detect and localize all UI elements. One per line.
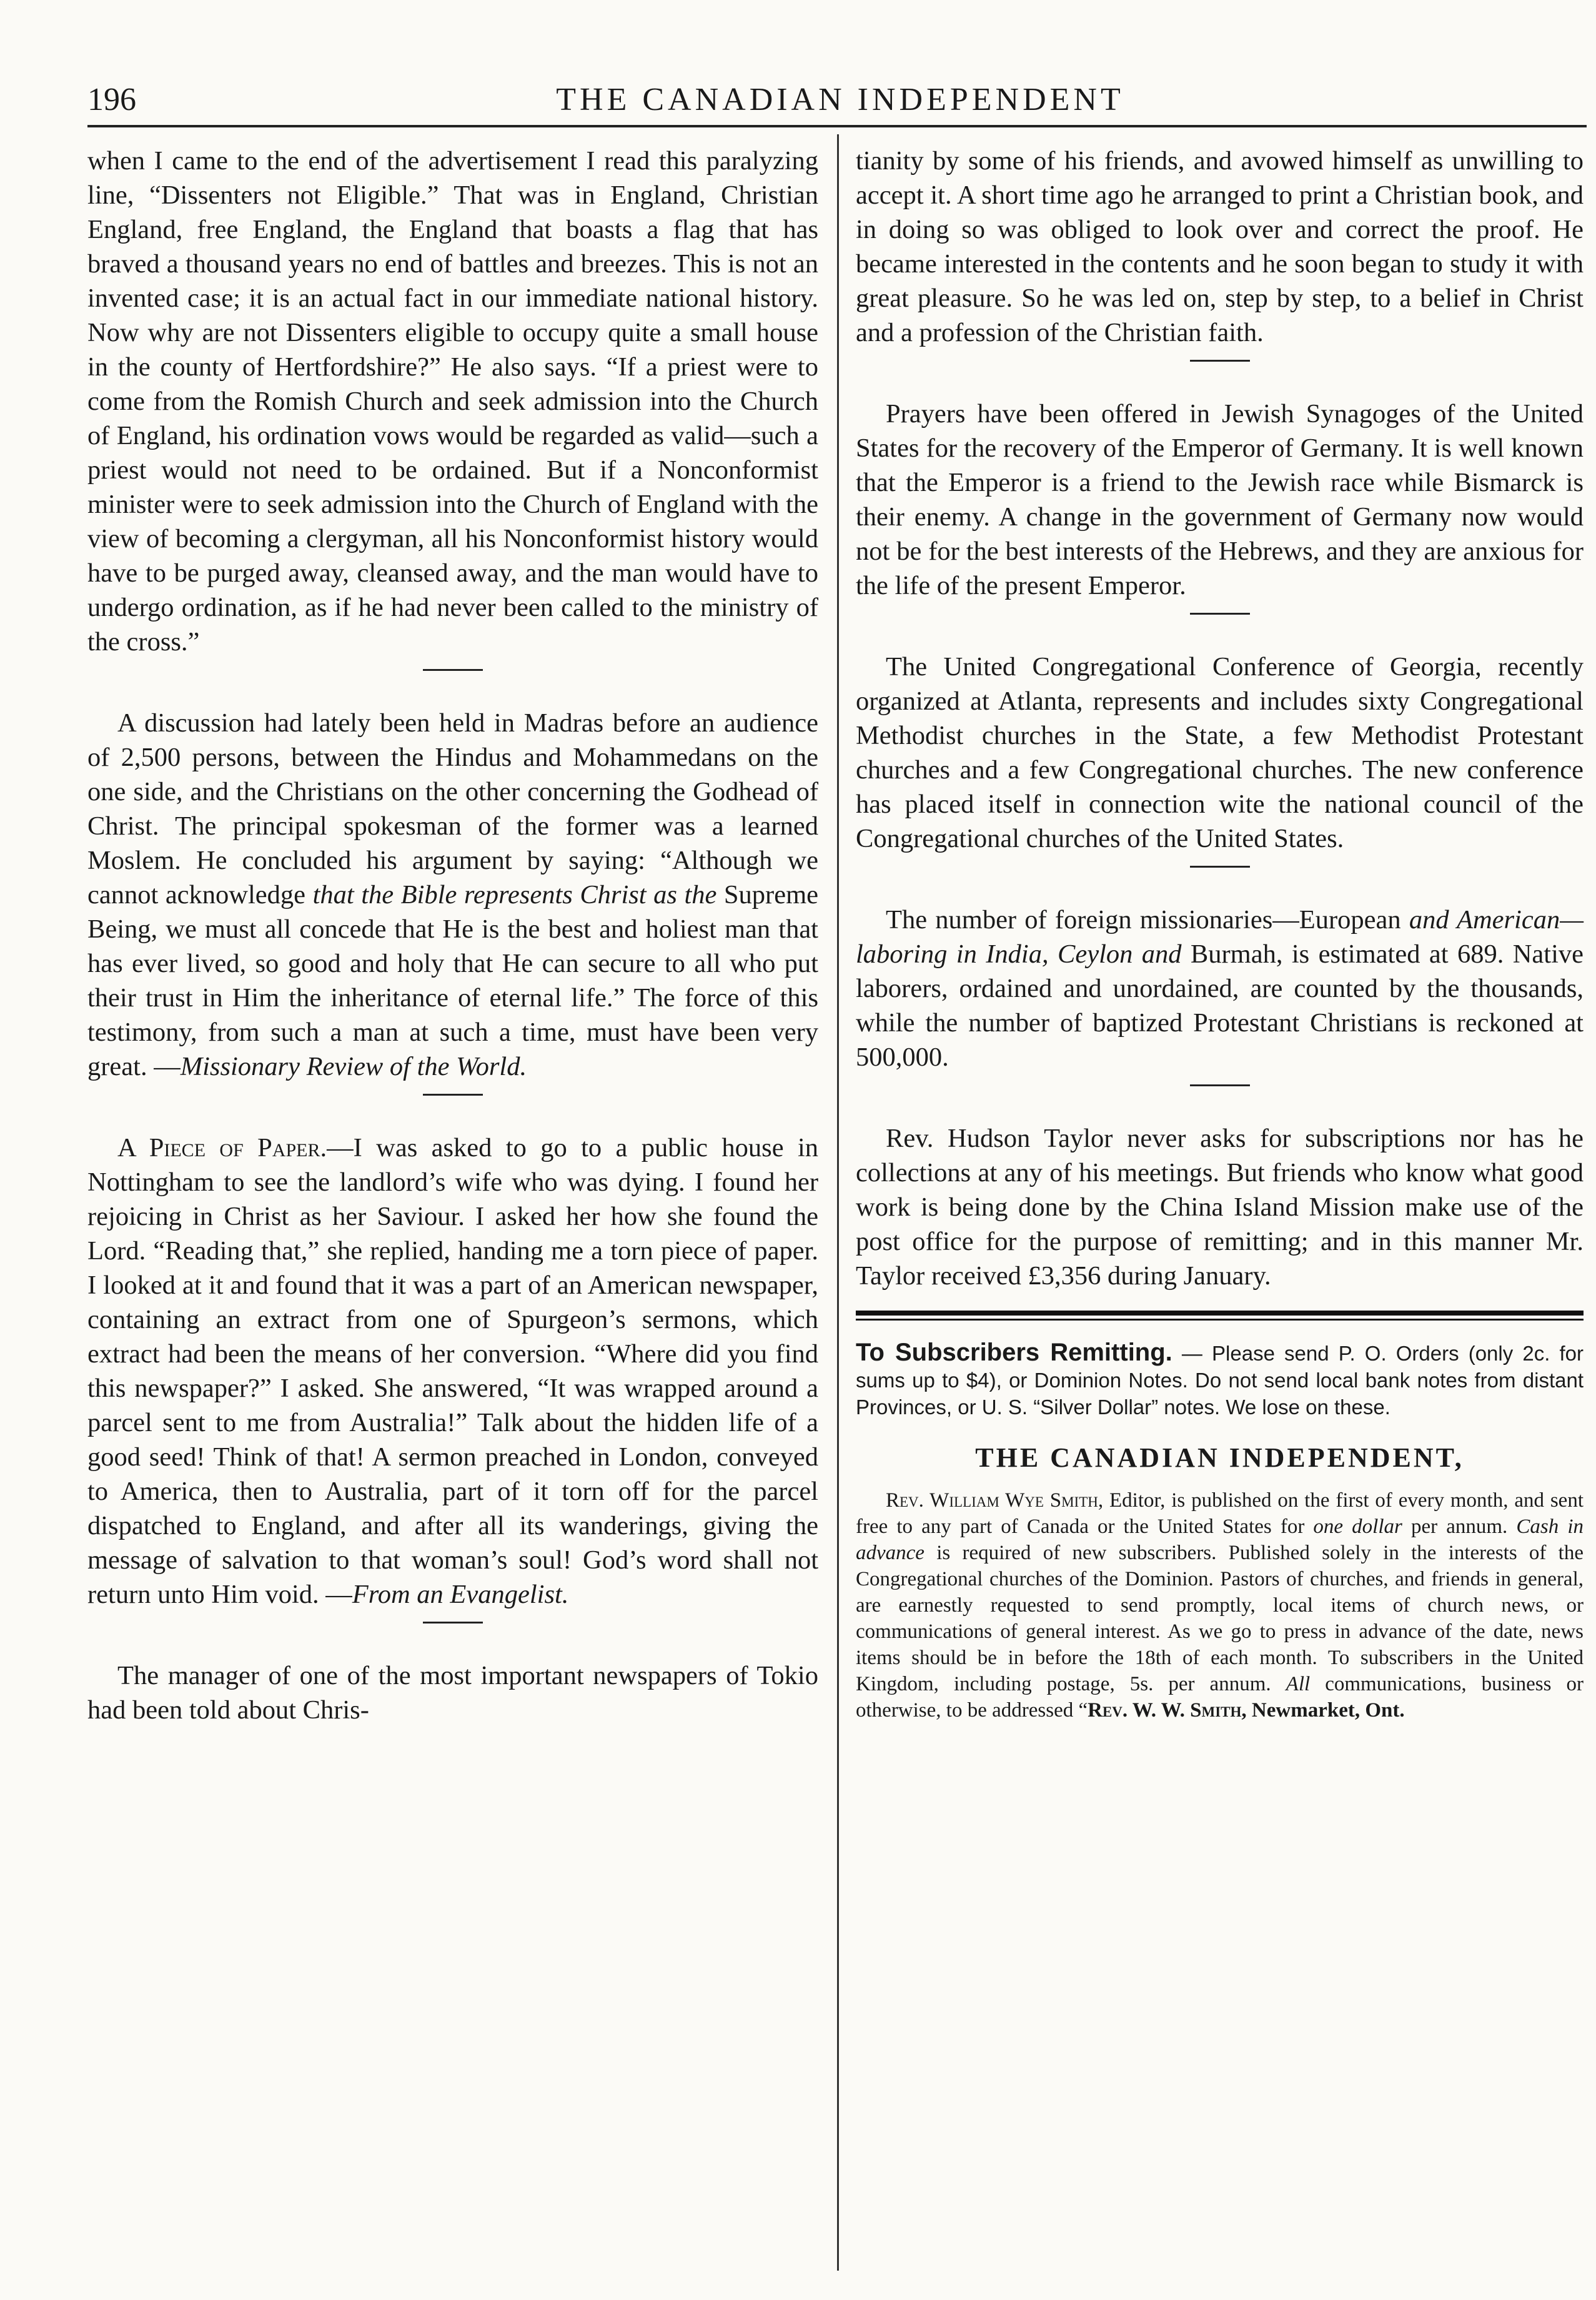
editor-name: Rev. William Wye Smith — [886, 1489, 1098, 1512]
article-jewish-prayers: Prayers have been offered in Jewish Synagoges of the United States for the recovery of the Emperor of Germany. It is well known that the Emperor is a friend to the Jewish race while Bismarck is their enemy. A change in the government of Germany now would not be for the best interests of the Hebrews, and they are anxious for the life of the present Emperor. — [856, 399, 1584, 600]
cash-in-advance-italic: Cash in advance — [856, 1515, 1584, 1564]
separator-rule — [1190, 360, 1250, 362]
madras-text-1: A discussion had lately been held in Madras before an audience of 2,500 persons, between the Hindus and Mohammedans on the one side, and the Christians on the other concerning the Godhead of Christ. The principal spokesman of the former was a learned Moslem. He concluded his argument by saying: “Although we cannot acknowledge — [87, 708, 818, 910]
separator-rule — [1190, 866, 1250, 868]
piece-of-paper-title: A Piece of Paper. — [117, 1133, 327, 1162]
article-piece-of-paper — [87, 1131, 818, 1612]
publication-text-4: communications, business or otherwise, to be addressed “ — [856, 1673, 1584, 1722]
publication-text-1: , Editor, is published on the first of every month, and sent free to any part of Canada or the United States for — [856, 1489, 1584, 1538]
address-name: Rev. W. W. Smith — [1088, 1699, 1242, 1722]
piece-of-paper-body: —I was asked to go to a public house in Nottingham to see the landlord’s wife who was dying. I found her rejoicing in Christ as her Saviour. I asked her how she found the Lord. “Reading that,” she replied, handing me a torn piece of paper. I looked at it and found that it was a part of an American newspaper, containing an extract from one of Spurgeon’s sermons, which extract had been the means of her conversion. “Where did you find this newspaper?” I asked. She answered, “It was wrapped around a parcel sent to me from Australia!” Talk about the hidden life of a good seed! Think of that! A sermon preached in London, conveyed to America, then to Australia, part of it torn off for the parcel dispatched to England, and after all its wanderings, giving the message of salvation to that woman’s soul! God’s word shall not return unto Him void. — — [87, 1133, 818, 1609]
subscribers-notice-heading: To Subscribers Remitting. — [856, 1339, 1172, 1366]
publication-text-3: is required of new subscribers. Published solely in the interests of the Congregational churches of the Dominion. Pastors of churches, and friends in general, are earnestly requested to send promptly, local items of church news, or communications of general interest. As we go to press in advance of the date, news items should be in before the 18th of each month. To subscribers in the United Kingdom, including postage, 5s. per annum. — [856, 1542, 1584, 1695]
page-header — [87, 75, 1593, 125]
notice-thick-rule — [856, 1311, 1584, 1316]
article-madras-discussion — [87, 706, 818, 1084]
separator-rule — [423, 669, 483, 671]
column-divider — [837, 134, 839, 2271]
madras-text-2: Supreme Being, we must all concede that He is the best and holiest man that has ever lived, so good and holy that He can secure to all who put their trust in Him the inheritance of eternal life.” The force of this testimony, from such a man at such a time, must have been very great. — — [87, 880, 818, 1081]
piece-of-paper-source: From an Evangelist. — [352, 1580, 569, 1609]
missionaries-text-1: The number of foreign missionaries—European — [886, 905, 1409, 934]
publication-box-title: THE CANADIAN INDEPENDENT, — [975, 1442, 1464, 1473]
left-column — [87, 144, 818, 1727]
separator-rule — [1190, 613, 1250, 615]
separator-rule — [1190, 1084, 1250, 1086]
article-tokio-continuation: tianity by some of his friends, and avowed himself as unwilling to accept it. A short time ago he arranged to print a Christian book, and in doing so was obliged to look over and correct the proof. He became interested in the contents and he soon began to study it with great pleasure. So he was led on, step by step, to a belief in Christ and a profession of the Christian faith. — [856, 146, 1584, 347]
price-italic: one dollar — [1313, 1515, 1402, 1538]
header-rule — [87, 125, 1587, 127]
madras-source: Missionary Review of the World. — [180, 1052, 527, 1081]
article-georgia-conference: The United Congregational Conference of Georgia, recently organized at Atlanta, represents and includes sixty Congregational Methodist churches in the State, a few Methodist Protestant churches and a few Congregational churches. The new conference has placed itself in connection wite the national council of the Congregational churches of the United States. — [856, 652, 1584, 853]
subscribers-notice — [856, 1339, 1584, 1420]
article-hudson-taylor: Rev. Hudson Taylor never asks for subscriptions nor has he collections at any of his meetings. But friends who know what good work is being done by the China Island Mission make use of the post office for the purpose of remitting; and in this manner Mr. Taylor received £3,356 during January. — [856, 1124, 1584, 1291]
subscribers-notice-body: — Please send P. O. Orders (only 2c. for sums up to $4), or Dominion Notes. Do not send local bank notes from distant Provinces, or U. S. “Silver Dollar” notes. We lose on these. — [856, 1342, 1584, 1419]
missionaries-italic: and American—laboring in India, Ceylon and — [856, 905, 1584, 969]
separator-rule — [423, 1622, 483, 1623]
running-title: THE CANADIAN INDEPENDENT — [556, 82, 1124, 117]
article-foreign-missionaries — [856, 903, 1584, 1074]
article-tokio-start: The manager of one of the most important newspapers of Tokio had been told about Chris- — [87, 1661, 818, 1725]
article-continuation-dissenters: when I came to the end of the advertisement I read this paralyzing line, “Dissenters not Eligible.” That was in England, Christian England, free England, the England that boasts a flag that has braved a thousand years no end of battles and breezes. This is not an invented case; it is an actual fact in our immediate national history. Now why are not Dissenters eligible to occupy quite a small house in the county of Hertfordshire?” He also says. “If a priest were to come from the Romish Church and seek admission into the Church of England, his ordination vows would be regarded as valid—such a priest would not need to be ordained. But if a Nonconformist minister were to seek admission into the Church of England with the view of becoming a clergyman, all his Nonconformist history would have to be purged away, cleansed away, and the man would have to undergo ordination, as if he had never been called to the ministry of the cross.” — [87, 146, 818, 657]
all-italic: All — [1286, 1673, 1311, 1695]
right-column — [856, 144, 1584, 1723]
missionaries-text-2: Burmah, is estimated at 689. Native laborers, ordained and unordained, are counted by the thousands, while the number of baptized Protestant Christians is reckoned at 500,000. — [856, 939, 1584, 1072]
publication-text-2: per annum. — [1402, 1515, 1517, 1538]
notice-thin-rule — [856, 1319, 1584, 1321]
address-place: , Newmarket, Ont. — [1241, 1699, 1405, 1722]
page-number: 196 — [87, 82, 136, 117]
publication-info — [856, 1487, 1584, 1723]
separator-rule — [423, 1094, 483, 1096]
madras-italic: that the Bible represents Christ as the — [312, 880, 717, 910]
